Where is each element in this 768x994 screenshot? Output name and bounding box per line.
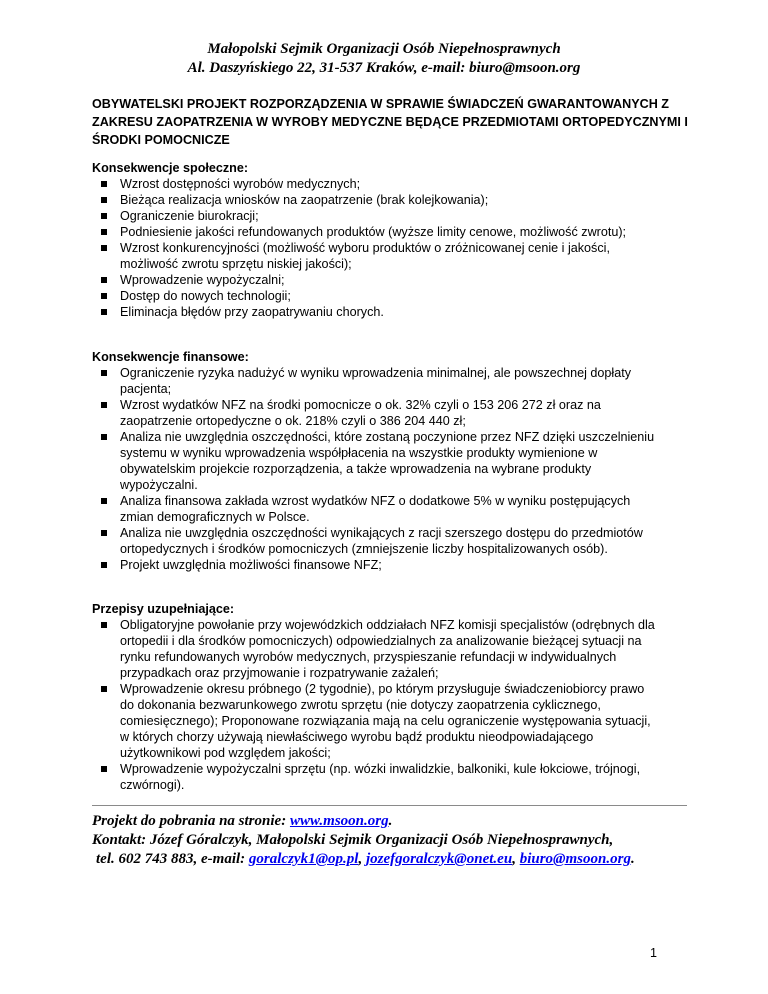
list-item: Wzrost konkurencyjności (możliwość wyboru produktów o zróżnicowanej cenie i jakości, możliwość zwrotu sprzętu niskiej jakości); bbox=[92, 240, 656, 272]
square-bullet-icon bbox=[101, 530, 107, 536]
list-item: Podniesienie jakości refundowanych produktów (wyższe limity cenowe, możliwość zwrotu); bbox=[92, 224, 656, 240]
email-link-jozefgoralczyk[interactable]: jozefgoralczyk@onet.eu bbox=[365, 851, 513, 867]
square-bullet-icon bbox=[101, 309, 107, 315]
square-bullet-icon bbox=[101, 277, 107, 283]
footer-phone-email-line: tel. 602 743 883, e-mail: goralczyk1@op.pl, jozefgoralczyk@onet.eu, biuro@msoon.org. bbox=[96, 851, 635, 867]
square-bullet-icon bbox=[101, 686, 107, 692]
list-item: Ograniczenie ryzyka nadużyć w wyniku wprowadzenia minimalnej, ale powszechnej dopłaty pacjenta; bbox=[92, 365, 656, 397]
list-item: Analiza finansowa zakłada wzrost wydatków NFZ o dodatkowe 5% w wyniku postępujących zmian demograficznych w Polsce. bbox=[92, 493, 656, 525]
document-title: OBYWATELSKI PROJEKT ROZPORZĄDZENIA W SPRAWIE ŚWIADCZEŃ GWARANTOWANYCH Z ZAKRESU ZAOPATRZENIA W WYROBY MEDYCZNE BĘDĄCE PRZEDMIOTAMI ORTOPEDYCZNYMI I ŚRODKI POMOCNICZE bbox=[92, 97, 688, 147]
bullet-list bbox=[92, 365, 682, 573]
page-number: 1 bbox=[650, 946, 658, 960]
square-bullet-icon bbox=[101, 245, 107, 251]
document-header bbox=[0, 40, 768, 78]
list-item: Analiza nie uwzględnia oszczędności, które zostaną poczynione przez NFZ dzięki uszczelnieniu systemu w wyniku wprowadzenia współpłacenia na wszystkie produkty wymienione w obywatelskim projekcie rozporządzenia, a także wprowadzenia na wybrane produkty wypożyczalni. bbox=[92, 429, 656, 493]
square-bullet-icon bbox=[101, 434, 107, 440]
square-bullet-icon bbox=[101, 229, 107, 235]
email-link-goralczyk1[interactable]: goralczyk1@op.pl bbox=[248, 851, 359, 867]
section-financial-consequences bbox=[92, 349, 682, 573]
bullet-list bbox=[92, 617, 682, 793]
header-organization: Małopolski Sejmik Organizacji Osób Niepełnosprawnych bbox=[207, 41, 561, 57]
list-item: Wprowadzenie wypożyczalni; bbox=[92, 272, 656, 288]
section-social-consequences bbox=[92, 160, 682, 320]
square-bullet-icon bbox=[101, 370, 107, 376]
footer-contact-line: Kontakt: Józef Góralczyk, Małopolski Sejmik Organizacji Osób Niepełnosprawnych, bbox=[92, 832, 614, 848]
square-bullet-icon bbox=[101, 293, 107, 299]
square-bullet-icon bbox=[101, 197, 107, 203]
square-bullet-icon bbox=[101, 562, 107, 568]
list-item: Ograniczenie biurokracji; bbox=[92, 208, 656, 224]
section-heading: Przepisy uzupełniające: bbox=[92, 602, 235, 616]
list-item: Projekt uwzględnia możliwości finansowe NFZ; bbox=[92, 557, 656, 573]
footer-download-line: Projekt do pobrania na stronie: www.msoon.org. bbox=[92, 813, 393, 829]
bullet-list bbox=[92, 176, 682, 320]
list-item: Obligatoryjne powołanie przy wojewódzkich oddziałach NFZ komisji specjalistów (odrębnych dla ortopedii i dla środków pomocniczych) odpowiedzialnych za analizowanie bieżącej sytuacji na rynku refundowanych wyrobów medycznych, przyspieszanie refundacji w indywidualnych przypadkach oraz przyjmowanie i rozpatrywanie zażaleń; bbox=[92, 617, 656, 681]
square-bullet-icon bbox=[101, 402, 107, 408]
list-item: Analiza nie uwzględnia oszczędności wynikających z racji szerszego dostępu do przedmiotów ortopedycznych i środków pomocniczych (zmniejszenie liczby hospitalizowanych osób). bbox=[92, 525, 656, 557]
square-bullet-icon bbox=[101, 213, 107, 219]
list-item: Wzrost wydatków NFZ na środki pomocnicze o ok. 32% czyli o 153 206 272 zł oraz na zaopatrzenie ortopedyczne o ok. 218% czyli o 386 204 440 zł; bbox=[92, 397, 656, 429]
email-link-biuro[interactable]: biuro@msoon.org bbox=[519, 851, 631, 867]
document-footer bbox=[92, 812, 692, 869]
square-bullet-icon bbox=[101, 766, 107, 772]
list-item: Wprowadzenie wypożyczalni sprzętu (np. wózki inwalidzkie, balkoniki, kule łokciowe, trójnogi, czwórnogi). bbox=[92, 761, 656, 793]
list-item: Eliminacja błędów przy zaopatrywaniu chorych. bbox=[92, 304, 656, 320]
list-item: Wzrost dostępności wyrobów medycznych; bbox=[92, 176, 656, 192]
header-address: Al. Daszyńskiego 22, 31-537 Kraków, e-mail: biuro@msoon.org bbox=[187, 60, 581, 76]
footer-divider bbox=[92, 805, 687, 806]
section-heading: Konsekwencje finansowe: bbox=[92, 350, 249, 364]
list-item: Dostęp do nowych technologii; bbox=[92, 288, 656, 304]
list-item: Wprowadzenie okresu próbnego (2 tygodnie), po którym przysługuje świadczeniobiorcy prawo do dokonania bezwarunkowego zwrotu sprzętu (nie dotyczy zaopatrzenia cyklicznego, comiesięcznego); Proponowane rozwiązania mają na celu ograniczenie występowania sytuacji, w których chorzy używają niewłaściwego wyrobu bądź produktu nieodpowiadającego użytkownikowi pod względem jakości; bbox=[92, 681, 656, 761]
square-bullet-icon bbox=[101, 498, 107, 504]
section-supplementary-provisions bbox=[92, 601, 682, 793]
section-heading: Konsekwencje społeczne: bbox=[92, 161, 249, 175]
list-item: Bieżąca realizacja wniosków na zaopatrzenie (brak kolejkowania); bbox=[92, 192, 656, 208]
square-bullet-icon bbox=[101, 622, 107, 628]
website-link[interactable]: www.msoon.org bbox=[289, 813, 389, 829]
square-bullet-icon bbox=[101, 181, 107, 187]
